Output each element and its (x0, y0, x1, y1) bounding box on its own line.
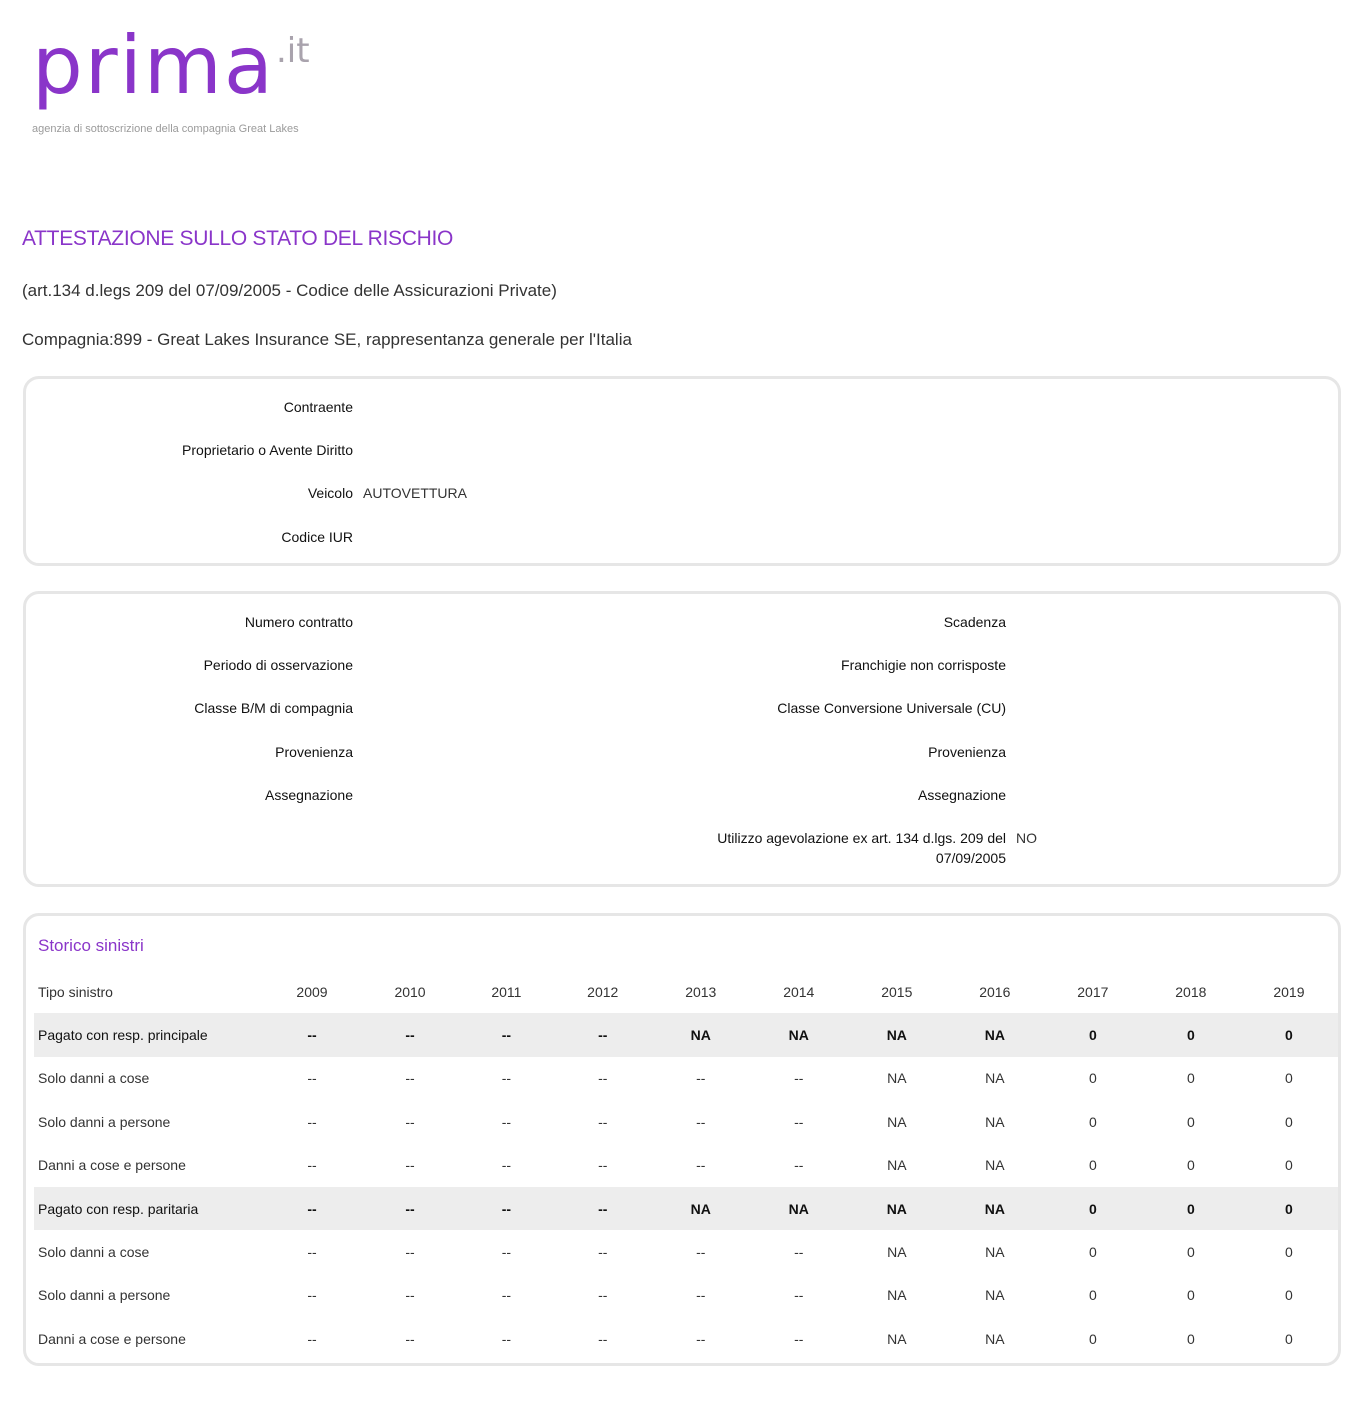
table-cell: -- (794, 1244, 804, 1261)
table-cell: -- (405, 1244, 415, 1261)
row-label: Solo danni a cose (38, 1070, 150, 1087)
table-cell: -- (459, 1187, 554, 1230)
table-cell: 0 (1285, 1157, 1293, 1174)
field-agevolazione (676, 828, 1037, 868)
table-cell: 0 (1186, 1157, 1195, 1174)
table-cell: 0 (1240, 1187, 1338, 1230)
table-cell: NA (985, 1113, 1005, 1130)
table-cell: NA (946, 1187, 1044, 1230)
table-cell: -- (794, 1287, 804, 1304)
company-line: Compagnia:899 - Great Lakes Insurance SE, rappresentanza generale per l'Italia (22, 330, 632, 349)
page-subtitle: (art.134 d.legs 209 del 07/09/2005 - Codice delle Assicurazioni Private) (22, 281, 557, 300)
field-classe-bm (26, 698, 363, 718)
field-classe-cu (676, 698, 1016, 718)
row-label: Solo danni a persone (38, 1113, 171, 1130)
field-label: Assegnazione (265, 787, 353, 803)
field-assegnazione-right (676, 785, 1016, 805)
table-cell: -- (307, 1287, 317, 1304)
table-cell: -- (307, 1244, 317, 1261)
table-cell: -- (501, 1157, 512, 1174)
field-proprietario (26, 440, 363, 460)
table-cell: -- (696, 1244, 706, 1261)
table-cell: 0 (1142, 1013, 1240, 1056)
field-assegnazione-left (26, 785, 363, 805)
table-cell: -- (696, 1330, 706, 1347)
field-franchigie (676, 655, 1016, 675)
table-cell: 0 (1285, 1113, 1293, 1130)
table-cell: NA (887, 1330, 907, 1347)
table-cell: 0 (1285, 1244, 1293, 1261)
field-label (676, 828, 1006, 868)
field-codice-iur (26, 527, 363, 547)
table-cell: -- (405, 1287, 415, 1304)
table-cell: NA (652, 1187, 750, 1230)
field-label: Scadenza (943, 614, 1006, 630)
field-label: Franchigie non corrisposte (841, 657, 1006, 673)
field-numero-contratto (26, 612, 363, 632)
column-header-year: 2018 (1175, 983, 1207, 1000)
table-cell: 0 (1044, 1187, 1142, 1230)
column-header-year: 2017 (1077, 983, 1109, 1000)
row-label: Pagato con resp. paritaria (34, 1187, 263, 1230)
table-cell: -- (405, 1113, 415, 1130)
table-row (34, 1230, 1338, 1273)
table-cell: -- (307, 1330, 317, 1347)
table-cell: -- (598, 1244, 608, 1261)
column-header-year: 2012 (587, 983, 619, 1000)
field-label: Classe Conversione Universale (CU) (777, 700, 1006, 716)
table-cell: NA (848, 1013, 946, 1056)
field-label: Veicolo (307, 485, 353, 501)
table-cell: NA (887, 1244, 907, 1261)
table-header-row (34, 970, 1338, 1013)
table-cell: -- (598, 1157, 608, 1174)
table-cell: -- (794, 1157, 804, 1174)
field-label-line2: 07/09/2005 (935, 850, 1006, 866)
table-row (34, 1144, 1338, 1187)
table-cell: 0 (1285, 1070, 1293, 1087)
table-cell: -- (696, 1287, 706, 1304)
field-label: Contraente (283, 399, 353, 415)
table-cell: 0 (1088, 1244, 1097, 1261)
table-cell: -- (794, 1330, 804, 1347)
table-cell: 0 (1240, 1013, 1338, 1056)
table-cell: -- (554, 1187, 652, 1230)
table-row (34, 1317, 1338, 1360)
field-label-line1: Utilizzo agevolazione ex art. 134 d.lgs. 209 del (717, 830, 1006, 846)
row-label: Solo danni a persone (38, 1287, 171, 1304)
column-header-year: 2015 (881, 983, 913, 1000)
table-cell: 0 (1044, 1013, 1142, 1056)
column-header-year: 2014 (783, 983, 815, 1000)
table-cell: NA (750, 1187, 848, 1230)
table-cell: -- (263, 1013, 361, 1056)
table-row-main (34, 1013, 1338, 1056)
table-cell: -- (501, 1070, 512, 1087)
table-cell: 0 (1186, 1113, 1195, 1130)
table-cell: 0 (1285, 1330, 1293, 1347)
row-label: Solo danni a cose (38, 1244, 150, 1261)
logo-suffix: .it (276, 31, 310, 71)
field-label: Periodo di osservazione (203, 657, 353, 673)
table-cell: NA (848, 1187, 946, 1230)
table-cell: NA (985, 1157, 1005, 1174)
column-header-year: 2010 (394, 983, 426, 1000)
row-label: Pagato con resp. principale (34, 1013, 263, 1056)
table-row (34, 1057, 1338, 1100)
column-header-year: 2009 (296, 983, 328, 1000)
table-cell: -- (794, 1113, 804, 1130)
table-cell: NA (887, 1070, 907, 1087)
table-cell: NA (985, 1287, 1005, 1304)
history-card (23, 913, 1341, 1366)
table-cell: NA (985, 1244, 1005, 1261)
field-periodo (26, 655, 363, 675)
field-label: Numero contratto (244, 614, 353, 630)
column-header-year: 2011 (491, 983, 522, 1000)
table-cell: -- (598, 1113, 608, 1130)
table-row (34, 1274, 1338, 1317)
field-label: Codice IUR (281, 529, 353, 545)
table-cell: -- (361, 1187, 459, 1230)
table-cell: NA (946, 1013, 1044, 1056)
table-cell: -- (501, 1244, 512, 1261)
table-cell: NA (985, 1330, 1005, 1347)
table-cell: 0 (1088, 1157, 1097, 1174)
table-cell: 0 (1088, 1113, 1097, 1130)
field-scadenza (676, 612, 1016, 632)
table-cell: -- (696, 1113, 706, 1130)
table-cell: NA (750, 1013, 848, 1056)
table-cell: 0 (1186, 1070, 1195, 1087)
table-cell: 0 (1186, 1244, 1195, 1261)
table-cell: -- (501, 1330, 512, 1347)
table-cell: 0 (1186, 1287, 1195, 1304)
field-label: Assegnazione (918, 787, 1006, 803)
table-cell: -- (794, 1070, 804, 1087)
table-row (34, 1100, 1338, 1143)
table-cell: -- (501, 1113, 512, 1130)
field-label: Classe B/M di compagnia (194, 700, 353, 716)
table-cell: -- (307, 1157, 317, 1174)
table-cell: 0 (1088, 1287, 1097, 1304)
table-cell: -- (459, 1013, 554, 1056)
table-cell: -- (501, 1287, 512, 1304)
field-provenienza-left (26, 742, 363, 762)
table-cell: -- (696, 1070, 706, 1087)
table-cell: 0 (1142, 1187, 1240, 1230)
column-header-year: 2016 (979, 983, 1011, 1000)
table-cell: -- (598, 1070, 608, 1087)
logo-tagline: agenzia di sottoscrizione della compagnia Great Lakes (32, 123, 299, 135)
table-cell: 0 (1088, 1330, 1097, 1347)
owner-card (23, 376, 1341, 566)
table-cell: -- (263, 1187, 361, 1230)
field-label: Proprietario o Avente Diritto (182, 442, 353, 458)
field-contraente (26, 397, 363, 417)
row-label: Danni a cose e persone (38, 1157, 186, 1174)
table-cell: -- (405, 1157, 415, 1174)
table-cell: NA (652, 1013, 750, 1056)
table-cell: -- (307, 1070, 317, 1087)
table-row-main (34, 1187, 1338, 1230)
logo-wordmark: prima (32, 19, 275, 112)
column-header-year: 2013 (685, 983, 717, 1000)
table-cell: -- (405, 1070, 415, 1087)
field-value: AUTOVETTURA (363, 485, 467, 501)
table-cell: -- (554, 1013, 652, 1056)
table-cell: 0 (1285, 1287, 1293, 1304)
table-cell: -- (598, 1330, 608, 1347)
page-title: ATTESTAZIONE SULLO STATO DEL RISCHIO (22, 227, 454, 250)
table-cell: 0 (1088, 1070, 1097, 1087)
table-cell: -- (307, 1113, 317, 1130)
table-body (34, 1013, 1338, 1360)
section-title: Storico sinistri (38, 936, 144, 955)
field-label: Provenienza (928, 744, 1006, 760)
table-cell: 0 (1186, 1330, 1195, 1347)
table-cell: -- (361, 1013, 459, 1056)
column-header-year: 2019 (1273, 983, 1305, 1000)
table-cell: -- (405, 1330, 415, 1347)
column-header-tipo: Tipo sinistro (38, 983, 113, 1000)
table-cell: NA (887, 1287, 907, 1304)
row-label: Danni a cose e persone (38, 1330, 186, 1347)
table-cell: NA (985, 1070, 1005, 1087)
history-table (34, 970, 1338, 1361)
table-cell: -- (598, 1287, 608, 1304)
table-cell: -- (696, 1157, 706, 1174)
field-veicolo (26, 483, 467, 503)
contract-card (23, 591, 1341, 887)
table-cell: NA (887, 1113, 907, 1130)
field-value: NO (1016, 830, 1037, 846)
field-provenienza-right (676, 742, 1016, 762)
table-cell: NA (887, 1157, 907, 1174)
field-label: Provenienza (275, 744, 353, 760)
